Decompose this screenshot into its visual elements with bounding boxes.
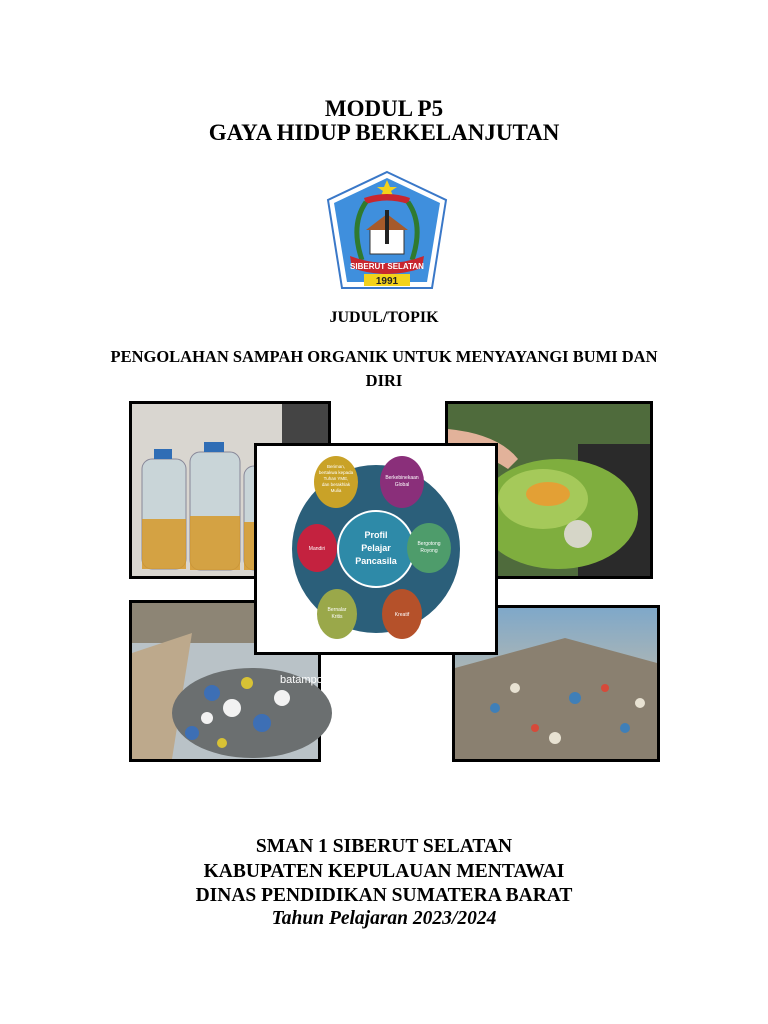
- petal-mandiri: Mandiri: [308, 546, 326, 552]
- diagram-center-line2: Pelajar: [361, 543, 391, 553]
- topic-label: JUDUL/TOPIK: [329, 309, 439, 326]
- petal-kreatif: Kreatif: [394, 612, 410, 618]
- petal-gotong-royong-line1: Bergotong: [417, 541, 441, 547]
- profil-pelajar-pancasila-diagram: [254, 443, 498, 655]
- regency-name: KABUPATEN KEPULAUAN MENTAWAI: [203, 861, 565, 882]
- petal-beriman-line3: Tuhan YME,: [323, 476, 349, 481]
- diagram-center-line1: Profil: [364, 530, 388, 540]
- emblem-banner: SIBERUT SELATAN: [350, 262, 424, 271]
- petal-kebinekaan-line1: Berkebinekaan: [385, 475, 419, 481]
- school-emblem-icon: [326, 170, 448, 294]
- petal-bernalar-line2: Kritis: [331, 614, 343, 620]
- petal-beriman-line5: Mulia: [330, 488, 342, 493]
- petal-gotong-royong-line2: Royong: [420, 548, 438, 554]
- academic-year: Tahun Pelajaran 2023/2024: [271, 908, 497, 929]
- school-name: SMAN 1 SIBERUT SELATAN: [255, 836, 513, 857]
- module-title: MODUL P5: [324, 96, 444, 121]
- image-watermark: batampos: [280, 674, 329, 686]
- module-subtitle: GAYA HIDUP BERKELANJUTAN: [208, 120, 560, 145]
- petal-beriman-line1: Beriman,: [326, 464, 346, 469]
- topic-title: PENGOLAHAN SAMPAH ORGANIK UNTUK MENYAYANGI BUMI DAN DIRI: [110, 347, 658, 390]
- petal-beriman-line2: bertakwa kepada: [318, 470, 354, 475]
- agency-name: DINAS PENDIDIKAN SUMATERA BARAT: [195, 885, 573, 906]
- petal-beriman-line4: dan berakhlak: [321, 482, 351, 487]
- emblem-year: 1991: [375, 276, 399, 287]
- petal-kebinekaan-line2: Global: [394, 482, 410, 488]
- diagram-center-line3: Pancasila: [355, 556, 397, 566]
- petal-bernalar-line1: Bernalar: [327, 607, 347, 613]
